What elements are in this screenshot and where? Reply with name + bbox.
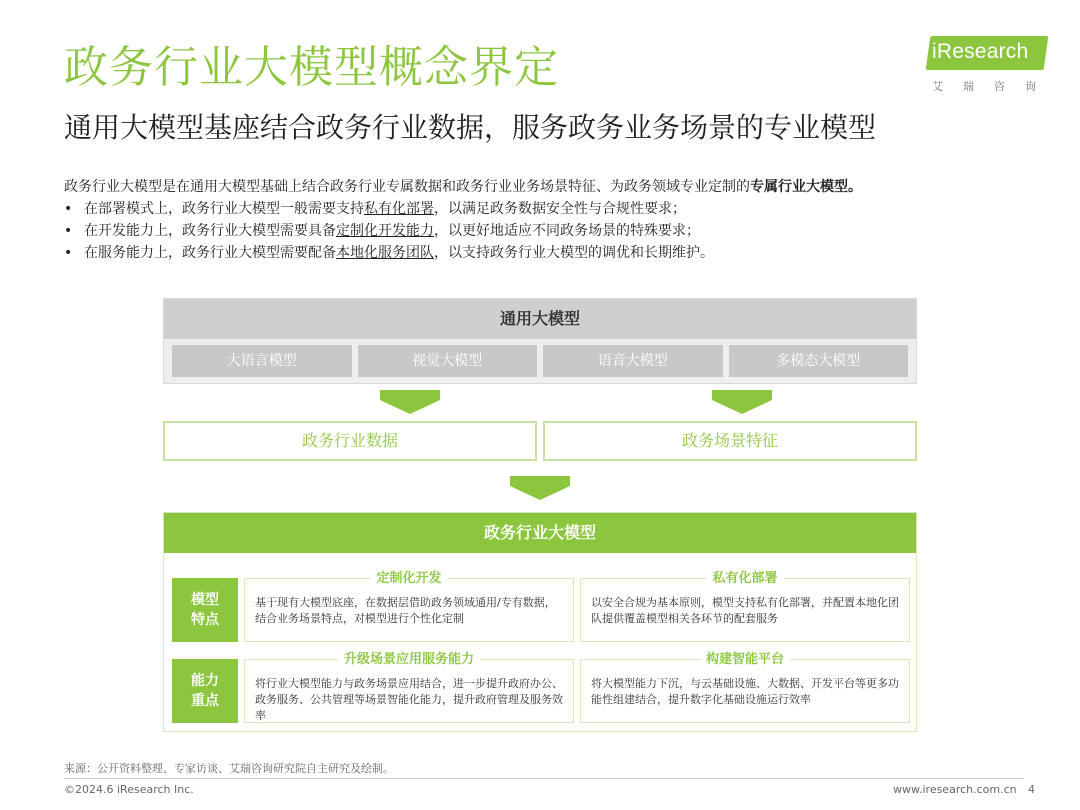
iresearch-logo: [928, 36, 1056, 96]
intro-text: [64, 176, 1024, 264]
card-scene-service: [244, 652, 574, 723]
bullet-text-before: 在开发能力上，政务行业大模型需要具备: [84, 223, 336, 239]
general-model-items: [164, 339, 916, 377]
arrow-down-icon: [510, 476, 570, 500]
card-title-text: 构建智能平台: [700, 652, 790, 667]
intro-lead: [64, 176, 1024, 198]
page-number: 4: [1028, 783, 1035, 796]
row-label-capability-focus: [172, 659, 238, 723]
bullet-underline: 本地化服务团队: [336, 245, 434, 261]
intro-bullet: [64, 242, 1024, 264]
card-smart-platform: [580, 652, 910, 723]
intro-lead-plain: 政务行业大模型是在通用大模型基础上结合政务行业专属数据和政务行业业务场景特征、为政务领域专业定制的: [64, 179, 750, 195]
card-private-deploy: [580, 571, 910, 642]
bullet-text: [84, 220, 700, 242]
card-title-text: 定制化开发: [370, 571, 447, 586]
bullet-text-before: 在服务能力上，政务行业大模型需要配备: [84, 245, 336, 261]
arrow-down-icon: [712, 390, 772, 414]
row-label-model-features: [172, 578, 238, 642]
card-custom-dev: [244, 571, 574, 642]
card-title: [245, 652, 573, 668]
general-model-item: 语音大模型: [543, 345, 723, 377]
card-title: [581, 571, 909, 587]
card-title: [581, 652, 909, 668]
intro-lead-bold: 专属行业大模型。: [750, 179, 862, 195]
bullet-dot: •: [64, 223, 73, 239]
bullet-text: [84, 242, 714, 264]
bullet-underline: 定制化开发能力: [336, 223, 434, 239]
card-text: 将大模型能力下沉，与云基础设施、大数据、开发平台等更多功能性组建结合，提升数字化基础设施运行效率: [591, 677, 899, 706]
bullet-text-after: ，以支持政务行业大模型的调优和长期维护。: [434, 245, 714, 261]
card-text: 将行业大模型能力与政务场景应用结合，进一步提升政府办公、政务服务、公共管理等场景智能化能力，提升政府管理及服务效率: [255, 677, 563, 722]
row-label-line: 模型: [191, 592, 219, 608]
card-title: [245, 571, 573, 587]
row-label-line: 重点: [191, 693, 219, 709]
page-title: 政务行业大模型概念界定: [64, 42, 559, 93]
bullet-text: [84, 198, 686, 220]
bullet-underline: 私有化部署: [364, 201, 434, 217]
general-model-item: 大语言模型: [172, 345, 352, 377]
row-label-line: 特点: [191, 612, 219, 628]
row-label-line: 能力: [191, 673, 219, 689]
intro-bullet: [64, 220, 1024, 242]
general-model-block: [163, 298, 917, 384]
logo-cn: 艾瑞咨询: [932, 80, 1056, 93]
intro-bullet: [64, 198, 1024, 220]
website-link[interactable]: www.iresearch.com.cn: [893, 783, 1017, 796]
arrow-down-icon: [380, 390, 440, 414]
footer-divider: [64, 778, 1024, 779]
card-title-text: 升级场景应用服务能力: [338, 652, 480, 667]
bullet-text-before: 在部署模式上，政务行业大模型一般需要支持: [84, 201, 364, 217]
bullet-text-after: ，以满足政务数据安全性与合规性要求；: [434, 201, 686, 217]
industry-model-block: [163, 512, 917, 732]
industry-model-title: 政务行业大模型: [164, 513, 916, 553]
card-text: 基于现有大模型底座，在数据层借助政务领域通用/专有数据，结合业务场景特点，对模型进行个性化定制: [255, 596, 556, 625]
logo-brand: iResearch: [932, 40, 1029, 63]
general-model-title: 通用大模型: [164, 299, 916, 339]
input-industry-data: 政务行业数据: [163, 421, 537, 461]
copyright: ©2024.6 iResearch Inc.: [64, 783, 194, 796]
bullet-dot: •: [64, 201, 73, 217]
card-text: 以安全合规为基本原则，模型支持私有化部署，并配置本地化团队提供覆盖模型相关各环节的配套服务: [591, 596, 899, 625]
general-model-item: 多模态大模型: [729, 345, 909, 377]
bullet-text-after: ，以更好地适应不同政务场景的特殊要求；: [434, 223, 700, 239]
bullet-dot: •: [64, 245, 73, 261]
input-scene-features: 政务场景特征: [543, 421, 917, 461]
general-model-item: 视觉大模型: [358, 345, 538, 377]
page-subtitle: 通用大模型基座结合政务行业数据，服务政务业务场景的专业模型: [64, 111, 877, 144]
card-title-text: 私有化部署: [706, 571, 783, 586]
source-note: 来源：公开资料整理、专家访谈、艾瑞咨询研究院自主研究及绘制。: [64, 762, 394, 775]
